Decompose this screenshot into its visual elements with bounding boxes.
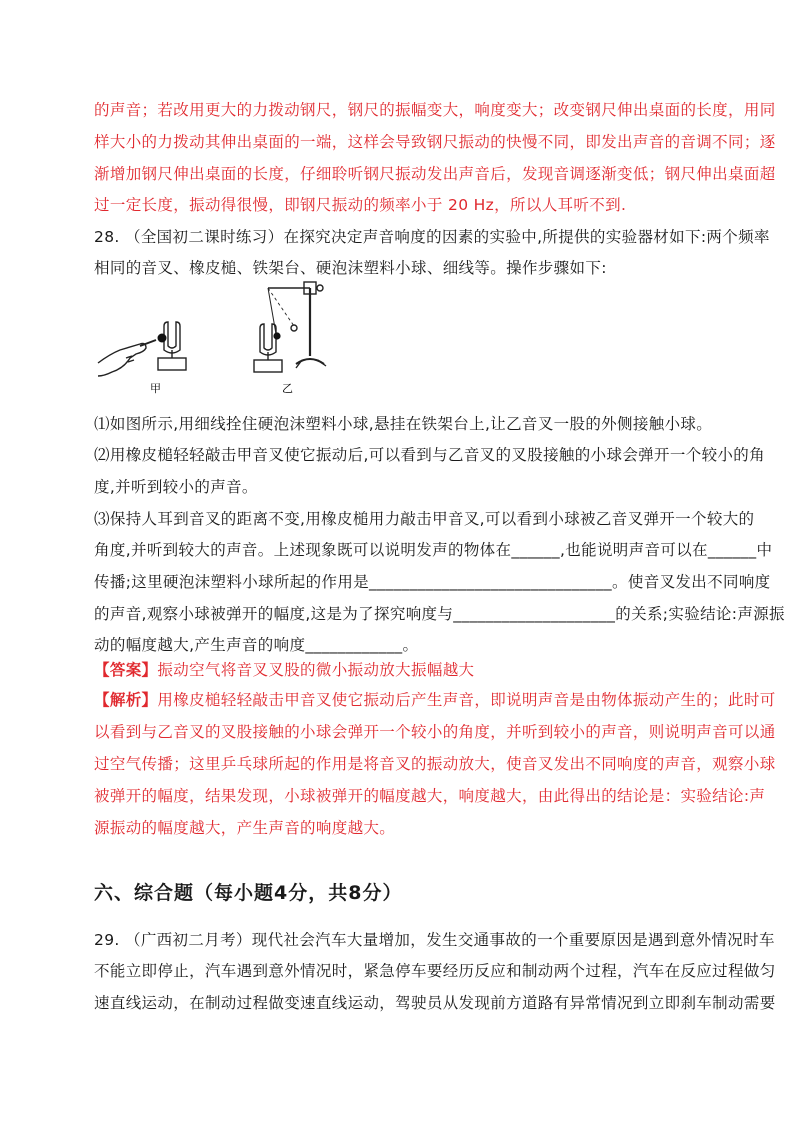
ball-icon — [273, 332, 280, 339]
figure-label-jia: 甲 — [150, 382, 161, 395]
q28-step-3a: ⑶保持人耳到音叉的距离不变,用橡皮槌用力敲击甲音叉,可以看到小球被乙音叉弹开一个较大的 — [94, 510, 755, 528]
q28-analysis-line-4: 被弹开的幅度，结果发现，小球被弹开的幅度越大，响度越大，由此得出的结论是：实验结论:声 — [94, 787, 766, 805]
q28-analysis-line-1 — [94, 690, 776, 710]
tuning-fork-diagram — [96, 268, 396, 408]
prev-analysis-line-3: 渐增加钢尺伸出桌面的长度，仔细聆听钢尺振动发出声音后，发现音调逐渐变低；钢尺伸出桌面超 — [94, 165, 776, 183]
q28-analysis-line-3: 过空气传播；这里乒乓球所起的作用是将音叉的振动放大，使音叉发出不同响度的声音，观察小球 — [94, 755, 776, 773]
mallet-head — [158, 334, 167, 343]
analysis-text-1: 用橡皮槌轻轻敲击甲音叉使它振动后产生声音，即说明声音是由物体振动产生的；此时可 — [157, 691, 776, 709]
q28-intro-line-1: 28. （全国初二课时练习）在探究决定声音响度的因素的实验中,所提供的实验器材如下:两个频率 — [94, 228, 770, 246]
fork-jia-base — [158, 358, 186, 370]
q28-analysis-line-5: 源振动的幅度越大，产生声音的响度越大。 — [94, 819, 396, 837]
ball-displaced-icon — [291, 325, 297, 331]
tuning-fork-experiment-figure — [96, 268, 396, 408]
q28-step-3d: 的声音,观察小球被弹开的幅度,这是为了探究响度与____________________的关系;实验结论:声源振 — [94, 605, 785, 623]
q28-analysis-line-2: 以看到与乙音叉的叉股接触的小球会弹开一个较小的角度，并听到较小的声音，则说明声音可以通 — [94, 723, 776, 741]
answer-text: 振动空气将音叉叉股的微小振动放大振幅越大 — [157, 661, 475, 679]
q29-line-2: 不能立即停止，汽车遇到意外情况时，紧急停车要经历反应和制动两个过程，汽车在反应过程做匀 — [94, 962, 776, 980]
hand-icon — [98, 344, 146, 377]
analysis-tag: 【解析】 — [94, 691, 158, 709]
q28-step-3b: 角度,并听到较大的声音。上述现象既可以说明发声的物体在______,也能说明声音可以在______中 — [94, 541, 773, 559]
prev-analysis-line-4: 过一定长度，振动得很慢，即钢尺振动的频率小于 20 Hz，所以人耳听不到. — [94, 196, 627, 214]
prev-analysis-line-2: 样大小的力拨动其伸出桌面的一端，这样会导致钢尺振动的快慢不同，即发出声音的音调不同；逐 — [94, 133, 776, 151]
prev-analysis-line-1: 的声音；若改用更大的力拨动钢尺，钢尺的振幅变大，响度变大；改变钢尺伸出桌面的长度，用同 — [94, 101, 776, 119]
q28-step-2a: ⑵用橡皮槌轻轻敲击甲音叉使它振动后,可以看到与乙音叉的叉股接触的小球会弹开一个较小的角 — [94, 446, 765, 464]
fork-yi-base — [254, 360, 282, 372]
q28-intro-line-2: 相同的音叉、橡皮槌、铁架台、硬泡沫塑料小球、细线等。操作步骤如下: — [94, 259, 607, 277]
fork-yi — [260, 324, 276, 355]
q29-line-1: 29. （广西初二月考）现代社会汽车大量增加，发生交通事故的一个重要原因是遇到意外情况时车 — [94, 931, 775, 949]
q28-step-3e: 动的幅度越大,产生声音的响度____________。 — [94, 636, 419, 654]
figure-label-yi: 乙 — [282, 382, 293, 395]
q28-step-2b: 度,并听到较小的声音。 — [94, 478, 258, 496]
q28-answer — [94, 660, 714, 680]
answer-tag: 【答案】 — [94, 661, 158, 679]
q28-step-1: ⑴如图所示,用细线拴住硬泡沫塑料小球,悬挂在铁架台上,让乙音叉一股的外侧接触小球。 — [94, 415, 713, 433]
section-six-heading: 六、综合题（每小题4分，共8分） — [94, 882, 403, 904]
q28-step-3c: 传播;这里硬泡沫塑料小球所起的作用是______________________________。使音叉发出不同响度 — [94, 573, 771, 591]
q29-line-3: 速直线运动，在制动过程做变速直线运动，驾驶员从发现前方道路有异常情况到立即刹车制动需要 — [94, 994, 776, 1012]
